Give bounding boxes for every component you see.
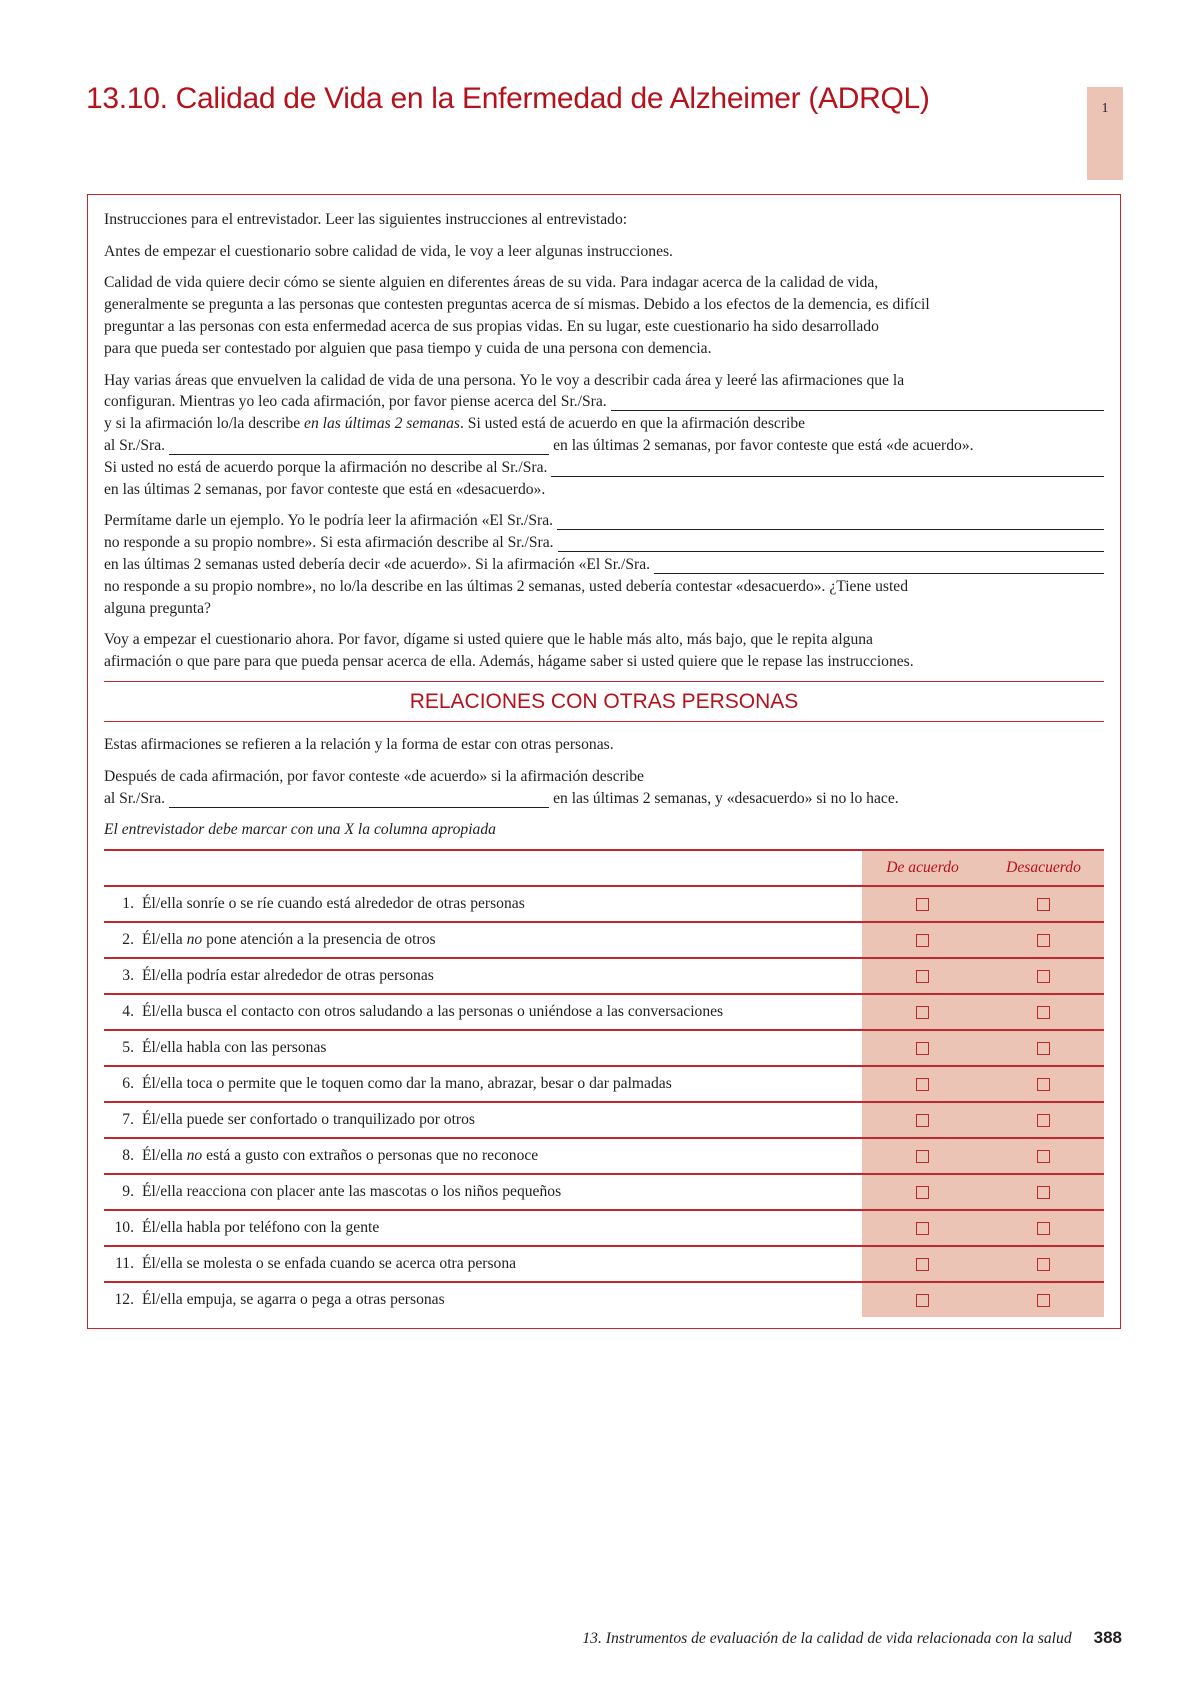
checkbox-de-acuerdo[interactable] (916, 1150, 929, 1163)
cell-de-acuerdo (862, 886, 983, 922)
text-line (104, 628, 1104, 650)
chapter-tab (1087, 87, 1123, 180)
text-segment: Él/ella habla por teléfono con la gente (142, 1219, 380, 1237)
checkbox-de-acuerdo[interactable] (916, 1258, 929, 1271)
cell-de-acuerdo (862, 1210, 983, 1246)
cell-de-acuerdo (862, 1246, 983, 1282)
checkbox-desacuerdo[interactable] (1037, 1150, 1050, 1163)
checkbox-desacuerdo[interactable] (1037, 1186, 1050, 1199)
page-number: 388 (1093, 1628, 1122, 1647)
item-statement (104, 1210, 862, 1246)
checkbox-de-acuerdo[interactable] (916, 1078, 929, 1091)
italic-text: no (186, 931, 203, 949)
text-line (104, 649, 1104, 671)
item-statement (104, 922, 862, 958)
text-line (104, 818, 1104, 840)
paragraph (104, 207, 1104, 229)
checkbox-desacuerdo[interactable] (1037, 1042, 1050, 1055)
item-statement (104, 1282, 862, 1317)
cell-desacuerdo (983, 1102, 1104, 1138)
checkbox-desacuerdo[interactable] (1037, 1222, 1050, 1235)
cell-desacuerdo (983, 1246, 1104, 1282)
questionnaire-box (87, 194, 1121, 1329)
table-row (104, 922, 1104, 958)
item-statement (104, 1030, 862, 1066)
cell-de-acuerdo (862, 994, 983, 1030)
page-footer (582, 1628, 1122, 1648)
text-line (104, 552, 1104, 574)
column-header-desacuerdo: Desacuerdo (983, 850, 1104, 886)
item-number: 7. (122, 1111, 134, 1129)
name-blank-field[interactable] (557, 514, 1104, 530)
text-segment: en las últimas 2 semanas, por favor conteste que está en «desacuerdo». (104, 480, 546, 498)
cell-desacuerdo (983, 958, 1104, 994)
table-row (104, 1246, 1104, 1282)
footer-chapter-title: 13. Instrumentos de evaluación de la calidad de vida relacionada con la salud (582, 1630, 1072, 1647)
items-table (104, 849, 1104, 1317)
text-segment: Él/ella busca el contacto con otros saludando a las personas o uniéndose a las conversaciones (142, 1003, 724, 1021)
text-segment: está a gusto con extraños o personas que no reconoce (202, 1147, 539, 1165)
table-row (104, 994, 1104, 1030)
cell-desacuerdo (983, 1066, 1104, 1102)
text-segment: y si la afirmación lo/la describe (104, 415, 305, 433)
name-blank-field[interactable] (558, 536, 1104, 552)
text-line (104, 596, 1104, 618)
text-line (104, 368, 1104, 390)
checkbox-desacuerdo[interactable] (1037, 1258, 1050, 1271)
item-statement (104, 958, 862, 994)
text-segment: Después de cada afirmación, por favor conteste «de acuerdo» si la afirmación describe (104, 767, 644, 785)
text-segment: Él/ella habla con las personas (142, 1039, 327, 1057)
section-title: RELACIONES CON OTRAS PERSONAS (409, 690, 799, 714)
cell-de-acuerdo (862, 1102, 983, 1138)
text-segment: Él/ella puede ser confortado o tranquilizado por otros (142, 1111, 475, 1129)
text-segment: pone atención a la presencia de otros (202, 931, 436, 949)
text-line (104, 239, 1104, 261)
checkbox-desacuerdo[interactable] (1037, 1294, 1050, 1307)
table-row (104, 1102, 1104, 1138)
text-segment: Si usted no está de acuerdo porque la afirmación no describe al Sr./Sra. (104, 458, 548, 476)
name-blank-field[interactable] (169, 792, 549, 808)
item-statement (104, 1138, 862, 1174)
checkbox-desacuerdo[interactable] (1037, 1114, 1050, 1127)
paragraph (104, 509, 1104, 618)
text-segment: no responde a su propio nombre», no lo/la describe en las últimas 2 semanas, usted debería contestar «desacuerdo». ¿Tiene usted (104, 577, 909, 595)
item-statement (104, 886, 862, 922)
chapter-tab-number: 1 (1101, 101, 1109, 116)
text-segment: en las últimas 2 semanas usted debería decir «de acuerdo». Si la afirmación «El Sr./Sra. (104, 555, 651, 573)
item-statement (104, 1246, 862, 1282)
text-segment: Hay varias áreas que envuelven la calidad de vida de una persona. Yo le voy a describir cada área y leeré las afirmaciones que la (104, 371, 905, 389)
text-line (104, 574, 1104, 596)
checkbox-de-acuerdo[interactable] (916, 1186, 929, 1199)
cell-desacuerdo (983, 994, 1104, 1030)
item-number: 11. (115, 1255, 134, 1273)
text-line (104, 207, 1104, 229)
cell-desacuerdo (983, 1030, 1104, 1066)
text-segment: al Sr./Sra. (104, 436, 166, 454)
paragraph (104, 818, 1104, 840)
text-segment: no responde a su propio nombre». Si esta afirmación describe al Sr./Sra. (104, 534, 554, 552)
text-segment: Él/ella sonríe o se ríe cuando está alrededor de otras personas (142, 895, 525, 913)
text-segment: al Sr./Sra. (104, 789, 166, 807)
cell-de-acuerdo (862, 1138, 983, 1174)
cell-de-acuerdo (862, 1174, 983, 1210)
cell-de-acuerdo (862, 1066, 983, 1102)
text-segment: Él/ella toca o permite que le toquen como dar la mano, abrazar, besar o dar palmadas (142, 1075, 672, 1093)
item-number: 2. (122, 931, 134, 949)
text-segment: Él/ella podría estar alrededor de otras personas (142, 967, 434, 985)
name-blank-field[interactable] (654, 558, 1104, 574)
italic-text: no (186, 1147, 203, 1165)
text-segment: en las últimas 2 semanas, por favor conteste que está «de acuerdo». (553, 436, 974, 454)
text-segment: Antes de empezar el cuestionario sobre calidad de vida, le voy a leer algunas instrucciones. (104, 242, 673, 260)
cell-de-acuerdo (862, 1030, 983, 1066)
cell-de-acuerdo (862, 958, 983, 994)
text-line (104, 530, 1104, 552)
text-line (104, 292, 1104, 314)
checkbox-de-acuerdo[interactable] (916, 1222, 929, 1235)
cell-desacuerdo (983, 1174, 1104, 1210)
item-number: 9. (122, 1183, 134, 1201)
column-header-de-acuerdo: De acuerdo (862, 850, 983, 886)
table-row (104, 1282, 1104, 1317)
cell-desacuerdo (983, 1138, 1104, 1174)
item-statement (104, 1066, 862, 1102)
table-row (104, 1066, 1104, 1102)
text-segment: alguna pregunta? (104, 599, 211, 617)
text-line (104, 509, 1104, 531)
checkbox-desacuerdo[interactable] (1037, 970, 1050, 983)
item-number: 10. (114, 1219, 134, 1237)
checkbox-desacuerdo[interactable] (1037, 898, 1050, 911)
cell-desacuerdo (983, 886, 1104, 922)
item-statement (104, 994, 862, 1030)
text-line (104, 336, 1104, 358)
cell-de-acuerdo (862, 922, 983, 958)
checkbox-de-acuerdo[interactable] (916, 1294, 929, 1307)
divider (104, 721, 1104, 722)
checkbox-de-acuerdo[interactable] (916, 898, 929, 911)
text-segment: generalmente se pregunta a las personas que contesten preguntas acerca de sí mismas. Debido a los efectos de la demencia, es difícil (104, 296, 930, 314)
item-number: 5. (122, 1039, 134, 1057)
checkbox-de-acuerdo[interactable] (916, 970, 929, 983)
table-row (104, 958, 1104, 994)
checkbox-desacuerdo[interactable] (1037, 934, 1050, 947)
text-line (104, 732, 1104, 754)
text-segment: afirmación o que pare para que pueda pensar acerca de ella. Además, hágame saber si usted quiere que le repase las instrucciones. (104, 653, 914, 671)
text-segment: Calidad de vida quiere decir cómo se siente alguien en diferentes áreas de su vida. Para indagar acerca de la calidad de vida, (104, 274, 879, 292)
item-number: 6. (122, 1075, 134, 1093)
text-line (104, 455, 1104, 477)
paragraph (104, 368, 1104, 499)
section-instructions (104, 732, 1104, 839)
item-statement (104, 1174, 862, 1210)
name-blank-field[interactable] (611, 395, 1104, 411)
text-segment: Él/ella (142, 1147, 187, 1165)
text-line (104, 271, 1104, 293)
item-statement (104, 1102, 862, 1138)
paragraph (104, 628, 1104, 672)
table-row (104, 1138, 1104, 1174)
item-number: 12. (114, 1291, 134, 1309)
text-line (104, 411, 1104, 433)
text-segment: preguntar a las personas con esta enfermedad acerca de sus propias vidas. En su lugar, este cuestionario ha sido desarrollado (104, 317, 879, 335)
italic-text: El entrevistador debe marcar con una X la columna apropiada (104, 821, 496, 839)
checkbox-de-acuerdo[interactable] (916, 1006, 929, 1019)
text-segment: Él/ella se molesta o se enfada cuando se acerca otra persona (142, 1255, 517, 1273)
text-line (104, 477, 1104, 499)
text-segment: . Si usted está de acuerdo en que la afirmación describe (459, 415, 806, 433)
checkbox-de-acuerdo[interactable] (916, 1114, 929, 1127)
text-segment: Voy a empezar el cuestionario ahora. Por favor, dígame si usted quiere que le hable más alto, más bajo, que le repita alguna (104, 631, 873, 649)
cell-desacuerdo (983, 922, 1104, 958)
table-row (104, 1174, 1104, 1210)
checkbox-de-acuerdo[interactable] (916, 1042, 929, 1055)
paragraph (104, 271, 1104, 358)
text-segment: configuran. Mientras yo leo cada afirmación, por favor piense acerca del Sr./Sra. (104, 393, 607, 411)
italic-text: en las últimas 2 semanas (304, 415, 460, 433)
text-segment: en las últimas 2 semanas, y «desacuerdo» si no lo hace. (553, 789, 899, 807)
cell-desacuerdo (983, 1282, 1104, 1317)
text-segment: Estas afirmaciones se refieren a la relación y la forma de estar con otras personas. (104, 735, 614, 753)
text-segment: Instrucciones para el entrevistador. Leer las siguientes instrucciones al entrevistado: (104, 210, 628, 228)
text-segment: Permítame darle un ejemplo. Yo le podría leer la afirmación «El Sr./Sra. (104, 512, 554, 530)
item-number: 8. (122, 1147, 134, 1165)
cell-de-acuerdo (862, 1282, 983, 1317)
cell-desacuerdo (983, 1210, 1104, 1246)
table-row (104, 1030, 1104, 1066)
checkbox-desacuerdo[interactable] (1037, 1006, 1050, 1019)
text-segment: Él/ella reacciona con placer ante las mascotas o los niños pequeños (142, 1183, 562, 1201)
text-segment: Él/ella empuja, se agarra o pega a otras personas (142, 1291, 445, 1309)
name-blank-field[interactable] (551, 461, 1104, 477)
item-number: 1. (122, 895, 134, 913)
paragraph (104, 239, 1104, 261)
paragraph (104, 732, 1104, 754)
text-line (104, 786, 1104, 808)
item-number: 4. (122, 1003, 134, 1021)
name-blank-field[interactable] (169, 439, 549, 455)
checkbox-de-acuerdo[interactable] (916, 934, 929, 947)
text-line (104, 390, 1104, 412)
page-title: 13.10. Calidad de Vida en la Enfermedad de Alzheimer (ADRQL) (86, 82, 930, 115)
item-number: 3. (122, 967, 134, 985)
text-line (104, 314, 1104, 336)
text-line (104, 764, 1104, 786)
table-row (104, 886, 1104, 922)
checkbox-desacuerdo[interactable] (1037, 1078, 1050, 1091)
paragraph (104, 764, 1104, 808)
text-segment: Él/ella (142, 931, 187, 949)
instructions (104, 207, 1104, 671)
text-segment: para que pueda ser contestado por alguien que pasa tiempo y cuida de una persona con demencia. (104, 339, 712, 357)
item-column-header (104, 850, 862, 886)
text-line (104, 433, 1104, 455)
table-row (104, 1210, 1104, 1246)
